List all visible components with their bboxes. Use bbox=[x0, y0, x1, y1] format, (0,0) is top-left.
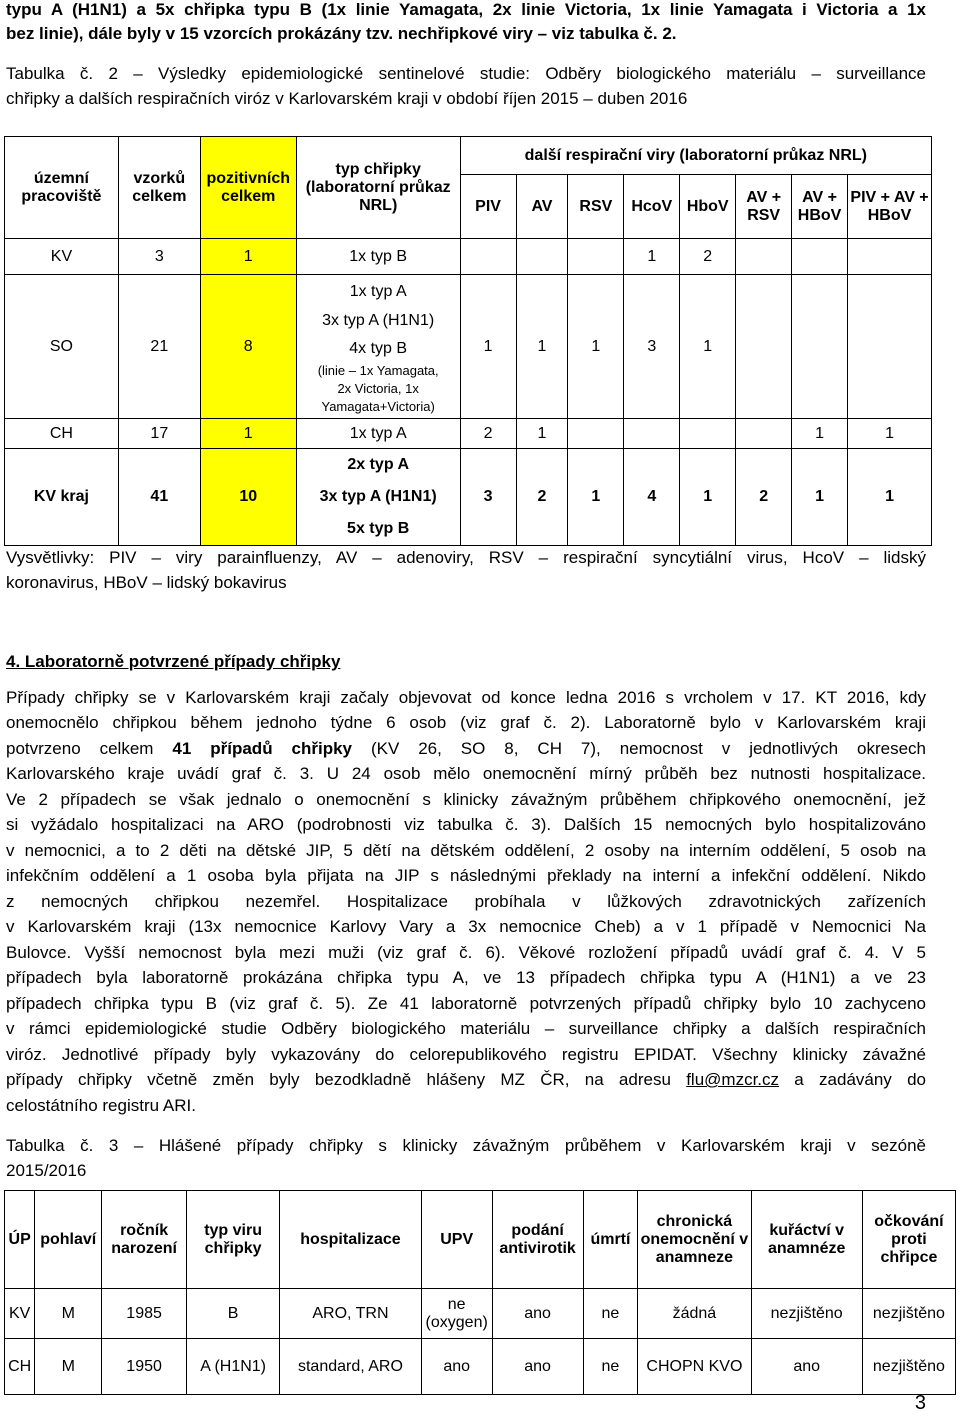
cell-site: SO bbox=[5, 275, 119, 419]
cell-hcov: 3 bbox=[624, 275, 680, 419]
cell: ne (oxygen) bbox=[421, 1289, 492, 1339]
cell-piv-av-hbov: 1 bbox=[848, 419, 932, 449]
table3-caption-1: Tabulka č. 3 – Hlášené případy chřipky s klinicky závažným průběhem v Karlovarském kraji v sezóně bbox=[6, 1136, 926, 1155]
paragraph-line: v nemocnici, a to 2 děti na dětské JIP, 5 dětí na dětském oddělení, 2 osoby na interním oddělení, 5 osob na bbox=[6, 841, 926, 860]
cell: 1950 bbox=[102, 1339, 187, 1395]
table3-header bbox=[5, 1191, 956, 1289]
cell-piv: 2 bbox=[460, 419, 516, 449]
cell: 1985 bbox=[102, 1289, 187, 1339]
cell-av-hbov: 1 bbox=[792, 419, 848, 449]
th-cell: typ viru chřipky bbox=[187, 1191, 280, 1289]
th-av-rsv: AV + RSV bbox=[736, 175, 792, 239]
th-cell: ročník narození bbox=[102, 1191, 187, 1289]
th-rsv: RSV bbox=[568, 175, 624, 239]
th-cell: UPV bbox=[421, 1191, 492, 1289]
cell-hcov: 4 bbox=[624, 449, 680, 546]
table-row bbox=[5, 239, 932, 275]
cell-positive: 1 bbox=[200, 419, 296, 449]
cell: standard, ARO bbox=[280, 1339, 422, 1395]
th-av: AV bbox=[516, 175, 568, 239]
th-samples: vzorků celkem bbox=[118, 137, 200, 239]
paragraph-line: Ve 2 případech se však jednalo o onemocnění s klinicky závažným průběhem chřipkového onemocnění, jež bbox=[6, 790, 926, 809]
paragraph-line: viróz. Jednotlivé případy byly vykazovány do celorepublikového registru EPIDAT. Všechny klinicky závažné bbox=[6, 1045, 926, 1064]
cell-rsv: 1 bbox=[568, 275, 624, 419]
cell: nezjištěno bbox=[751, 1289, 862, 1339]
table-row bbox=[5, 275, 932, 419]
th-hbov: HboV bbox=[680, 175, 736, 239]
paragraph-line: si vyžádalo hospitalizaci na ARO (podrobnosti viz tabulka č. 3). Dalších 15 nemocných bylo hospitalizováno bbox=[6, 815, 926, 834]
cell: ano bbox=[751, 1339, 862, 1395]
cell-samples: 21 bbox=[118, 275, 200, 419]
type-line: 4x typ B bbox=[349, 339, 408, 357]
cell-av: 2 bbox=[516, 449, 568, 546]
intro-line-2: bez linie), dále byly v 15 vzorcích prokázány tzv. nechřipkové viry – viz tabulka č. 2. bbox=[6, 24, 677, 43]
cell: ano bbox=[492, 1339, 583, 1395]
emphasis-total-cases: 41 případů chřipky bbox=[172, 739, 352, 758]
cell: M bbox=[35, 1289, 102, 1339]
cell: ARO, TRN bbox=[280, 1289, 422, 1339]
cell-av: 1 bbox=[516, 419, 568, 449]
cell: A (H1N1) bbox=[187, 1339, 280, 1395]
type-line: 3x typ A (H1N1) bbox=[322, 311, 435, 329]
cell-piv-av-hbov: 1 bbox=[848, 449, 932, 546]
th-other: další respirační viry (laboratorní průkaz NRL) bbox=[460, 137, 931, 175]
paragraph-line: Karlovarského kraje uvádí graf č. 3. U 24 osob mělo onemocnění mírný průběh bez nutnosti hospitalizace. bbox=[6, 764, 926, 783]
cell: žádná bbox=[638, 1289, 751, 1339]
paragraph-line bbox=[6, 1070, 926, 1090]
cell: CH bbox=[5, 1339, 35, 1395]
cell-positive: 8 bbox=[200, 275, 296, 419]
type-line: 1x typ A bbox=[349, 282, 407, 300]
paragraph-line: onemocnělo chřipkou během jednoho týdne 6 osob (viz graf č. 2). Laboratorně bylo v Karlovarském kraji bbox=[6, 713, 926, 732]
cell-site: KV bbox=[5, 239, 119, 275]
paragraph-line: infekčním oddělení a 1 osoba byla přijata na JIP s následnými překlady na interní a infekční oddělení. Nikdo bbox=[6, 866, 926, 885]
th-cell: pohlaví bbox=[35, 1191, 102, 1289]
table2-caption-1: Tabulka č. 2 – Výsledky epidemiologické sentinelové studie: Odběry biologického materiálu – surveillance bbox=[6, 64, 926, 83]
th-type: typ chřipky (laboratorní průkaz NRL) bbox=[296, 137, 460, 239]
th-cell: ÚP bbox=[5, 1191, 35, 1289]
table2-legend-2: koronavirus, HBoV – lidský bokavirus bbox=[6, 573, 287, 592]
type-note: (linie – 1x Yamagata, 2x Victoria, 1x Yamagata+Victoria) bbox=[317, 362, 439, 414]
cell-site: KV kraj bbox=[5, 449, 119, 546]
cell: KV bbox=[5, 1289, 35, 1339]
section-heading bbox=[6, 652, 926, 672]
th-av-hbov: AV + HBoV bbox=[792, 175, 848, 239]
cell-samples: 41 bbox=[118, 449, 200, 546]
text-run: případy chřipky včetně změn byly bezodkladně hlášeny MZ ČR, na adresu bbox=[6, 1070, 687, 1089]
type-line: 3x typ A (H1N1) bbox=[319, 488, 437, 505]
cell-av: 1 bbox=[516, 275, 568, 419]
cell-rsv: 1 bbox=[568, 449, 624, 546]
cell-samples: 3 bbox=[118, 239, 200, 275]
table-row-total bbox=[5, 449, 932, 546]
paragraph-line: případech chřipka typu B (viz graf č. 5). Ze 41 laboratorně potvrzených případů chřipky bylo 10 zachyceno bbox=[6, 994, 926, 1013]
cell-positive: 10 bbox=[200, 449, 296, 546]
cell-hbov: 2 bbox=[680, 239, 736, 275]
paragraph-line: v Karlovarském kraji (13x nemocnice Karlovy Vary a 3x nemocnice Cheb) a v 1 případě v Nemocnici Na bbox=[6, 917, 926, 936]
email-link[interactable]: flu@mzcr.cz bbox=[686, 1070, 780, 1089]
cell: B bbox=[187, 1289, 280, 1339]
cell-positive: 1 bbox=[200, 239, 296, 275]
cell-samples: 17 bbox=[118, 419, 200, 449]
cell-site: CH bbox=[5, 419, 119, 449]
cell-type: 1x typ A bbox=[296, 419, 460, 449]
cell: nezjištěno bbox=[862, 1339, 955, 1395]
paragraph-line: Případy chřipky se v Karlovarském kraji začaly objevovat od konce ledna 2016 s vrcholem v 17. KT 2016, kdy bbox=[6, 688, 926, 707]
cell-type: 1x typ B bbox=[296, 239, 460, 275]
cell: CHOPN KVO bbox=[638, 1339, 751, 1395]
table2-legend-1: Vysvětlivky: PIV – viry parainfluenzy, AV – adenoviry, RSV – respirační syncytiální virus, HcoV – lidský bbox=[6, 548, 926, 567]
cell: ne bbox=[583, 1339, 638, 1395]
th-cell: chronická onemocnění v anamneze bbox=[638, 1191, 751, 1289]
cell-av-hbov: 1 bbox=[792, 449, 848, 546]
table3-caption-2: 2015/2016 bbox=[6, 1161, 87, 1180]
th-cell: podání antivirotik bbox=[492, 1191, 583, 1289]
th-piv-av-hbov: PIV + AV + HBoV bbox=[848, 175, 932, 239]
cell-type bbox=[296, 449, 460, 546]
paragraph-line: v rámci epidemiologické studie Odběry biologického materiálu – surveillance chřipky a dalších respiračních bbox=[6, 1019, 926, 1038]
paragraph-line: případech byla laboratorně prokázána chřipka typu A, ve 13 případech chřipka typu A (H1N1) a ve 23 bbox=[6, 968, 926, 987]
cell-av-rsv: 2 bbox=[736, 449, 792, 546]
th-hcov: HcoV bbox=[624, 175, 680, 239]
page-number: 3 bbox=[914, 1392, 926, 1414]
cell-piv: 1 bbox=[460, 275, 516, 419]
table-row bbox=[5, 1339, 956, 1395]
table-row bbox=[5, 1289, 956, 1339]
paragraph-line: celostátního registru ARI. bbox=[6, 1096, 196, 1115]
text-run: a zadávány do bbox=[779, 1070, 926, 1089]
cell: M bbox=[35, 1339, 102, 1395]
table2-caption-2: chřipky a dalších respiračních viróz v Karlovarském kraji v období říjen 2015 – duben 2016 bbox=[6, 89, 688, 108]
cell: ano bbox=[492, 1289, 583, 1339]
th-cell: hospitalizace bbox=[280, 1191, 422, 1289]
th-piv: PIV bbox=[460, 175, 516, 239]
paragraph-line bbox=[6, 739, 926, 759]
cell: ne bbox=[583, 1289, 638, 1339]
cell-hcov: 1 bbox=[624, 239, 680, 275]
th-positive: pozitivních celkem bbox=[200, 137, 296, 239]
paragraph-line: Bulovce. Vyšší nemocnost byla mezi muži (viz graf č. 6). Věkové rozložení případů uvádí graf č. 4. V 5 bbox=[6, 943, 926, 962]
text-run: (KV 26, SO 8, CH 7), nemocnost v jednotlivých okresech bbox=[352, 739, 926, 758]
th-site: územní pracoviště bbox=[5, 137, 119, 239]
cell-type bbox=[296, 275, 460, 419]
section-heading-text: 4. Laboratorně potvrzené případy chřipky bbox=[6, 652, 341, 671]
text-run: potvrzeno celkem bbox=[6, 739, 173, 758]
cell: ano bbox=[421, 1339, 492, 1395]
type-line: 2x typ A bbox=[347, 456, 409, 473]
cell-piv: 3 bbox=[460, 449, 516, 546]
paragraph-line: z nemocných chřipkou nezemřel. Hospitalizace probíhala v lůžkových zdravotnických zařízeních bbox=[6, 892, 926, 911]
cell: nezjištěno bbox=[862, 1289, 955, 1339]
table3 bbox=[4, 1190, 956, 1395]
intro-line-1: typu A (H1N1) a 5x chřipka typu B (1x linie Yamagata, 2x linie Victoria, 1x linie Yamagata i Victoria a 1x bbox=[6, 0, 926, 19]
th-cell: kuřáctví v anamnéze bbox=[751, 1191, 862, 1289]
type-line: 5x typ B bbox=[347, 520, 410, 537]
cell-hbov: 1 bbox=[680, 275, 736, 419]
th-cell: úmrtí bbox=[583, 1191, 638, 1289]
table2 bbox=[4, 136, 932, 546]
table-row bbox=[5, 419, 932, 449]
th-cell: očkování proti chřipce bbox=[862, 1191, 955, 1289]
cell-hbov: 1 bbox=[680, 449, 736, 546]
